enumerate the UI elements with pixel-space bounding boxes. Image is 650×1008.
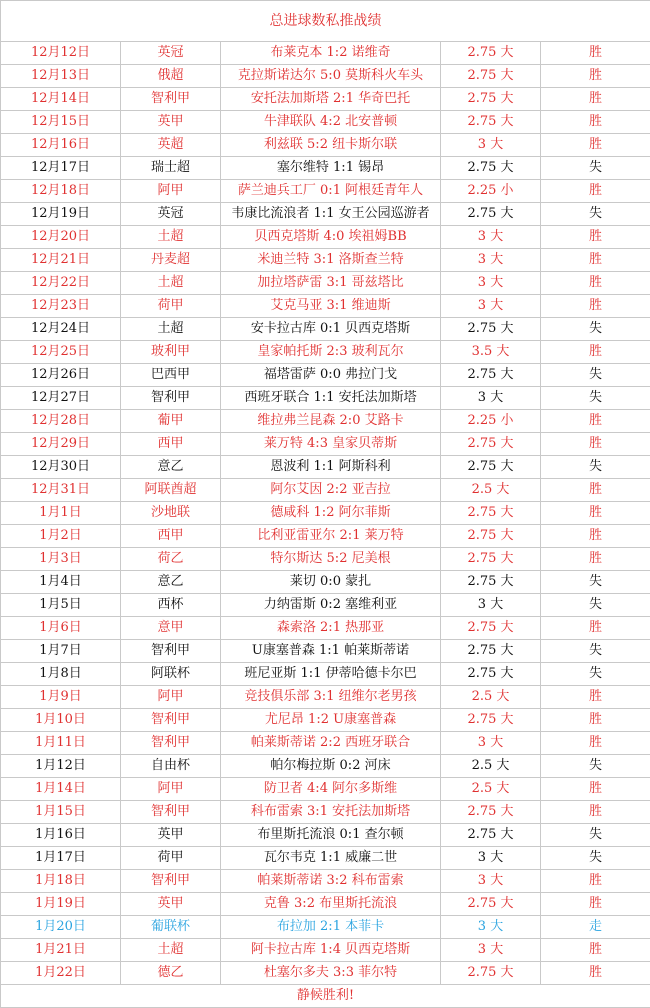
table-row [1,686,650,709]
league-cell: 西甲 [121,433,221,456]
date-cell: 1月4日 [1,571,121,594]
result-cell: 胜 [541,548,650,571]
table-row [1,180,650,203]
match-cell: 杜塞尔多夫 3:3 菲尔特 [221,962,441,985]
table-row [1,525,650,548]
table-row [1,226,650,249]
league-cell: 智利甲 [121,732,221,755]
result-cell: 胜 [541,226,650,249]
league-cell: 丹麦超 [121,249,221,272]
match-cell: 克鲁 3:2 布里斯托流浪 [221,893,441,916]
line-cell: 2.5 大 [441,686,541,709]
date-cell: 1月22日 [1,962,121,985]
match-cell: 特尔斯达 5:2 尼美根 [221,548,441,571]
line-cell: 3 大 [441,594,541,617]
league-cell: 意乙 [121,456,221,479]
result-cell: 胜 [541,341,650,364]
date-cell: 12月29日 [1,433,121,456]
date-cell: 1月8日 [1,663,121,686]
sheet-title: 总进球数私推战绩 [1,1,650,42]
league-cell: 瑞士超 [121,157,221,180]
date-cell: 1月2日 [1,525,121,548]
result-cell: 胜 [541,525,650,548]
league-cell: 智利甲 [121,387,221,410]
date-cell: 12月23日 [1,295,121,318]
line-cell: 2.75 大 [441,571,541,594]
match-cell: 阿卡拉古库 1:4 贝西克塔斯 [221,939,441,962]
line-cell: 2.75 大 [441,893,541,916]
match-cell: 布里斯托流浪 0:1 查尔顿 [221,824,441,847]
league-cell: 荷甲 [121,295,221,318]
result-cell: 胜 [541,870,650,893]
date-cell: 1月9日 [1,686,121,709]
line-cell: 2.75 大 [441,88,541,111]
table-row [1,709,650,732]
line-cell: 3 大 [441,272,541,295]
match-cell: 利兹联 5:2 纽卡斯尔联 [221,134,441,157]
table-row [1,203,650,226]
date-cell: 12月24日 [1,318,121,341]
result-cell: 走 [541,916,650,939]
date-cell: 12月28日 [1,410,121,433]
result-cell: 胜 [541,709,650,732]
line-cell: 3 大 [441,870,541,893]
table-row [1,916,650,939]
match-cell: 萨兰迪兵工厂 0:1 阿根廷青年人 [221,180,441,203]
date-cell: 1月15日 [1,801,121,824]
date-cell: 12月27日 [1,387,121,410]
line-cell: 3 大 [441,387,541,410]
result-cell: 胜 [541,295,650,318]
date-cell: 12月21日 [1,249,121,272]
table-row [1,962,650,985]
table-row [1,341,650,364]
league-cell: 智利甲 [121,640,221,663]
line-cell: 2.25 小 [441,410,541,433]
league-cell: 荷乙 [121,548,221,571]
date-cell: 1月1日 [1,502,121,525]
table-row [1,640,650,663]
match-cell: 加拉塔萨雷 3:1 哥兹塔比 [221,272,441,295]
line-cell: 2.75 大 [441,433,541,456]
date-cell: 12月14日 [1,88,121,111]
league-cell: 阿联酋超 [121,479,221,502]
table-row [1,295,650,318]
table-row [1,893,650,916]
footer-text: 静候胜利! [1,985,650,1008]
result-cell: 胜 [541,939,650,962]
match-cell: 阿尔艾因 2:2 亚吉拉 [221,479,441,502]
match-cell: 竞技俱乐部 3:1 纽维尔老男孩 [221,686,441,709]
league-cell: 自由杯 [121,755,221,778]
result-cell: 胜 [541,479,650,502]
match-cell: 西班牙联合 1:1 安托法加斯塔 [221,387,441,410]
match-cell: 瓦尔韦克 1:1 威廉二世 [221,847,441,870]
date-cell: 1月17日 [1,847,121,870]
result-cell: 失 [541,663,650,686]
match-cell: 力纳雷斯 0:2 塞维利亚 [221,594,441,617]
result-cell: 失 [541,318,650,341]
league-cell: 荷甲 [121,847,221,870]
result-cell: 失 [541,640,650,663]
line-cell: 2.75 大 [441,548,541,571]
league-cell: 土超 [121,318,221,341]
date-cell: 12月31日 [1,479,121,502]
match-cell: 安卡拉古库 0:1 贝西克塔斯 [221,318,441,341]
date-cell: 12月18日 [1,180,121,203]
match-cell: 莱万特 4:3 皇家贝蒂斯 [221,433,441,456]
league-cell: 智利甲 [121,801,221,824]
line-cell: 2.5 大 [441,755,541,778]
table-row [1,847,650,870]
line-cell: 3 大 [441,732,541,755]
match-cell: 塞尔维特 1:1 锡昂 [221,157,441,180]
line-cell: 2.75 大 [441,111,541,134]
result-cell: 胜 [541,502,650,525]
table-row [1,88,650,111]
league-cell: 俄超 [121,65,221,88]
league-cell: 英甲 [121,824,221,847]
line-cell: 2.75 大 [441,157,541,180]
result-cell: 失 [541,755,650,778]
result-cell: 失 [541,824,650,847]
table-row [1,272,650,295]
date-cell: 1月11日 [1,732,121,755]
result-cell: 胜 [541,410,650,433]
match-cell: 班尼亚斯 1:1 伊蒂哈德卡尔巴 [221,663,441,686]
league-cell: 沙地联 [121,502,221,525]
league-cell: 英冠 [121,42,221,65]
league-cell: 葡联杯 [121,916,221,939]
table-row [1,111,650,134]
line-cell: 2.5 大 [441,479,541,502]
league-cell: 阿甲 [121,686,221,709]
line-cell: 2.75 大 [441,617,541,640]
league-cell: 意甲 [121,617,221,640]
league-cell: 阿甲 [121,778,221,801]
table-row [1,502,650,525]
date-cell: 12月12日 [1,42,121,65]
table-row [1,249,650,272]
table-row [1,732,650,755]
line-cell: 2.75 大 [441,801,541,824]
date-cell: 1月7日 [1,640,121,663]
match-cell: 安托法加斯塔 2:1 华奇巴托 [221,88,441,111]
match-cell: 德咸科 1:2 阿尔菲斯 [221,502,441,525]
match-cell: 韦康比流浪者 1:1 女王公园巡游者 [221,203,441,226]
table-row [1,594,650,617]
line-cell: 3 大 [441,847,541,870]
league-cell: 西甲 [121,525,221,548]
match-cell: 莱切 0:0 蒙扎 [221,571,441,594]
line-cell: 2.25 小 [441,180,541,203]
match-cell: 帕尔梅拉斯 0:2 河床 [221,755,441,778]
match-cell: 恩波利 1:1 阿斯科利 [221,456,441,479]
match-cell: 比利亚雷亚尔 2:1 莱万特 [221,525,441,548]
date-cell: 1月3日 [1,548,121,571]
line-cell: 2.75 大 [441,962,541,985]
league-cell: 智利甲 [121,88,221,111]
table-row [1,755,650,778]
league-cell: 意乙 [121,571,221,594]
table-row [1,571,650,594]
result-cell: 失 [541,387,650,410]
league-cell: 土超 [121,272,221,295]
match-cell: 皇家帕托斯 2:3 玻利瓦尔 [221,341,441,364]
result-cell: 胜 [541,134,650,157]
match-cell: 森索洛 2:1 热那亚 [221,617,441,640]
match-cell: 牛津联队 4:2 北安普顿 [221,111,441,134]
table-row [1,134,650,157]
line-cell: 3 大 [441,226,541,249]
table-row [1,663,650,686]
match-cell: 艾克马亚 3:1 维迪斯 [221,295,441,318]
result-cell: 胜 [541,111,650,134]
table-row [1,318,650,341]
result-cell: 失 [541,456,650,479]
date-cell: 12月17日 [1,157,121,180]
line-cell: 2.75 大 [441,364,541,387]
table-row [1,456,650,479]
result-cell: 失 [541,594,650,617]
match-cell: 防卫者 4:4 阿尔多斯维 [221,778,441,801]
league-cell: 英超 [121,134,221,157]
table-row [1,479,650,502]
line-cell: 3 大 [441,939,541,962]
table-row [1,65,650,88]
match-cell: U康塞普森 1:1 帕莱斯蒂诺 [221,640,441,663]
table-row [1,548,650,571]
league-cell: 土超 [121,939,221,962]
date-cell: 12月25日 [1,341,121,364]
line-cell: 2.75 大 [441,42,541,65]
result-cell: 胜 [541,180,650,203]
date-cell: 12月22日 [1,272,121,295]
result-cell: 胜 [541,617,650,640]
result-cell: 胜 [541,801,650,824]
line-cell: 2.75 大 [441,203,541,226]
league-cell: 巴西甲 [121,364,221,387]
league-cell: 西杯 [121,594,221,617]
result-cell: 失 [541,364,650,387]
match-cell: 米迪兰特 3:1 洛斯查兰特 [221,249,441,272]
match-cell: 福塔雷萨 0:0 弗拉门戈 [221,364,441,387]
date-cell: 12月19日 [1,203,121,226]
match-cell: 帕莱斯蒂诺 2:2 西班牙联合 [221,732,441,755]
table-row [1,410,650,433]
match-cell: 尤尼昂 1:2 U康塞普森 [221,709,441,732]
date-cell: 12月13日 [1,65,121,88]
match-cell: 科布雷索 3:1 安托法加斯塔 [221,801,441,824]
date-cell: 1月16日 [1,824,121,847]
league-cell: 德乙 [121,962,221,985]
league-cell: 英甲 [121,111,221,134]
match-cell: 布莱克本 1:2 诺维奇 [221,42,441,65]
line-cell: 2.75 大 [441,663,541,686]
table-row [1,433,650,456]
league-cell: 阿甲 [121,180,221,203]
footer-row [1,985,650,1008]
line-cell: 2.75 大 [441,502,541,525]
table-row [1,939,650,962]
date-cell: 1月6日 [1,617,121,640]
line-cell: 2.75 大 [441,525,541,548]
match-cell: 克拉斯诺达尔 5:0 莫斯科火车头 [221,65,441,88]
title-row [1,1,650,42]
line-cell: 2.5 大 [441,778,541,801]
line-cell: 2.75 大 [441,318,541,341]
result-cell: 胜 [541,249,650,272]
result-cell: 失 [541,847,650,870]
line-cell: 2.75 大 [441,640,541,663]
date-cell: 1月21日 [1,939,121,962]
result-cell: 胜 [541,433,650,456]
date-cell: 12月26日 [1,364,121,387]
table-row [1,364,650,387]
result-cell: 失 [541,157,650,180]
date-cell: 1月14日 [1,778,121,801]
result-cell: 胜 [541,778,650,801]
result-cell: 胜 [541,962,650,985]
result-cell: 胜 [541,65,650,88]
date-cell: 1月18日 [1,870,121,893]
league-cell: 智利甲 [121,709,221,732]
result-cell: 胜 [541,732,650,755]
line-cell: 2.75 大 [441,824,541,847]
table-row [1,42,650,65]
result-cell: 胜 [541,272,650,295]
table-row [1,778,650,801]
line-cell: 3 大 [441,249,541,272]
league-cell: 玻利甲 [121,341,221,364]
league-cell: 土超 [121,226,221,249]
date-cell: 1月10日 [1,709,121,732]
table-row [1,157,650,180]
line-cell: 2.75 大 [441,65,541,88]
date-cell: 1月12日 [1,755,121,778]
line-cell: 3 大 [441,916,541,939]
league-cell: 阿联杯 [121,663,221,686]
date-cell: 1月20日 [1,916,121,939]
match-cell: 贝西克塔斯 4:0 埃祖姆BB [221,226,441,249]
date-cell: 1月5日 [1,594,121,617]
table-row [1,824,650,847]
match-cell: 布拉加 2:1 本菲卡 [221,916,441,939]
date-cell: 12月16日 [1,134,121,157]
line-cell: 3 大 [441,295,541,318]
match-cell: 帕莱斯蒂诺 3:2 科布雷索 [221,870,441,893]
table-row [1,617,650,640]
league-cell: 英冠 [121,203,221,226]
result-cell: 胜 [541,686,650,709]
line-cell: 3 大 [441,134,541,157]
match-cell: 维拉弗兰昆森 2:0 艾路卡 [221,410,441,433]
result-cell: 失 [541,571,650,594]
league-cell: 智利甲 [121,870,221,893]
result-cell: 胜 [541,893,650,916]
table-row [1,870,650,893]
table-row [1,387,650,410]
result-cell: 胜 [541,88,650,111]
league-cell: 英甲 [121,893,221,916]
date-cell: 12月20日 [1,226,121,249]
date-cell: 12月15日 [1,111,121,134]
result-cell: 胜 [541,42,650,65]
league-cell: 葡甲 [121,410,221,433]
line-cell: 2.75 大 [441,709,541,732]
date-cell: 1月19日 [1,893,121,916]
date-cell: 12月30日 [1,456,121,479]
line-cell: 2.75 大 [441,456,541,479]
result-cell: 失 [541,203,650,226]
line-cell: 3.5 大 [441,341,541,364]
table-row [1,801,650,824]
